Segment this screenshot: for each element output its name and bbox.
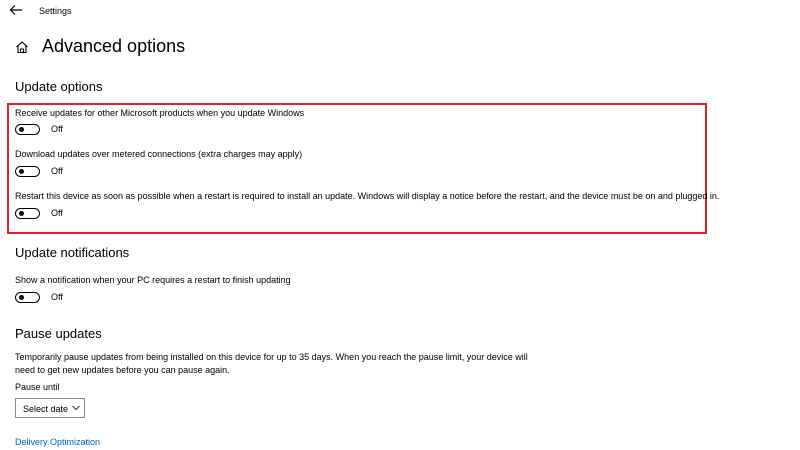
toggle-knob [19,169,24,174]
window-title: Settings [39,6,72,16]
back-arrow-icon[interactable] [9,4,23,16]
option-label-metered: Download updates over metered connections (extra charges may apply) [15,149,303,159]
toggle-knob [19,295,24,300]
page-title: Advanced options [42,36,186,56]
pause-until-label: Pause until [15,382,60,392]
toggle-knob [19,211,24,216]
section-title-update-options: Update options [15,79,103,94]
toggle-metered-connections[interactable] [15,166,40,177]
chevron-down-icon [72,405,80,411]
highlight-box [7,103,707,234]
home-icon[interactable] [15,40,29,54]
toggle-knob [19,127,24,132]
toggle-state-label: Off [51,124,63,134]
pause-description: Temporarily pause updates from being installed on this device for up to 35 days. When you reach the pause limit, your device will need to get new updates before you can pause again. [15,352,528,375]
option-label-restart-asap: Restart this device as soon as possible when a restart is required to install an update. Windows will display a notice before the restart, and the device must be on and plugged in. [15,191,720,201]
title-bar [0,0,800,22]
select-date-value: Select date [23,404,69,414]
option-label-restart-notification: Show a notification when your PC requires a restart to finish updating [15,275,291,285]
option-label-other-products: Receive updates for other Microsoft products when you update Windows [15,108,305,118]
section-title-pause-updates: Pause updates [15,326,102,341]
delivery-optimization-link[interactable]: Delivery Optimization [15,437,101,447]
toggle-state-label: Off [51,208,63,218]
section-title-update-notifications: Update notifications [15,245,130,260]
toggle-state-label: Off [51,292,63,302]
toggle-other-products[interactable] [15,124,40,135]
pause-date-select[interactable] [15,398,85,418]
toggle-restart-asap[interactable] [15,208,40,219]
toggle-restart-notification[interactable] [15,292,40,303]
toggle-state-label: Off [51,166,63,176]
